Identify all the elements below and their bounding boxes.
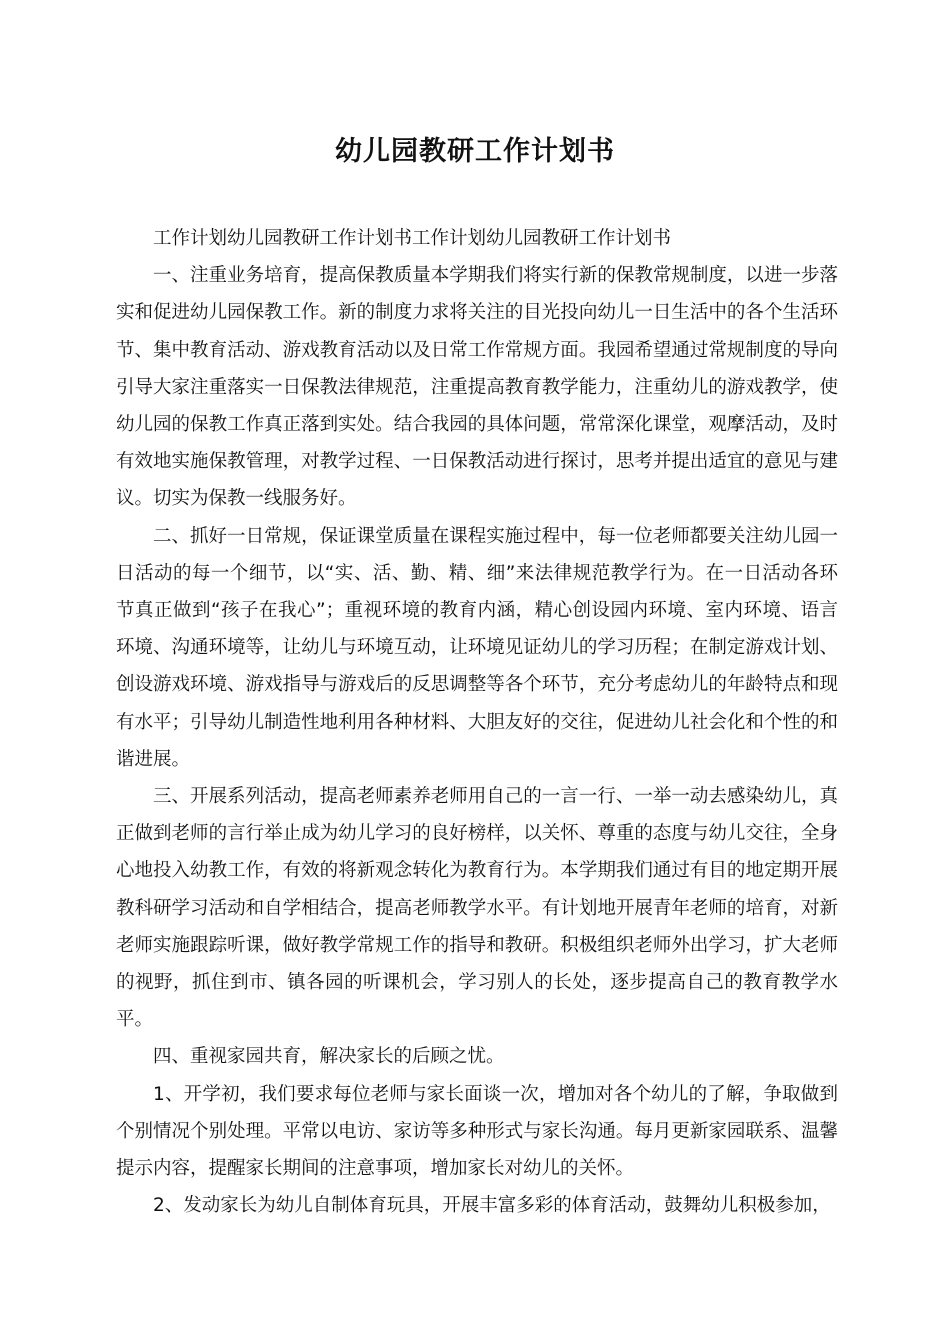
paragraph-section-3: 三、开展系列活动，提高老师素养老师用自己的一言一行、一举一动去感染幼儿，真正做到老师的言行举止成为幼儿学习的良好榜样，以关怀、尊重的态度与幼儿交往，全身心地投入幼教工作，有效的将新观念转化为教育行为。本学期我们通过有目的地定期开展教科研学习活动和自学相结合，提高老师教学水平。有计划地开展青年老师的培育，对新老师实施跟踪听课，做好教学常规工作的指导和教研。积极组织老师外出学习，扩大老师的视野，抓住到市、镇各园的听课机会，学习别人的长处，逐步提高自己的教育教学水平。 bbox=[116, 786, 838, 1031]
paragraph-item-1: 1、开学初，我们要求每位老师与家长面谈一次，增加对各个幼儿的了解，争取做到个别情况个别处理。平常以电访、家访等多种形式与家长沟通。每月更新家园联系、温馨提示内容，提醒家长期间的注意事项，增加家长对幼儿的关怀。 bbox=[116, 1083, 838, 1180]
paragraph-section-1: 一、注重业务培育，提高保教质量本学期我们将实行新的保教常规制度，以进一步落实和促进幼儿园保教工作。新的制度力求将关注的目光投向幼儿一日生活中的各个生活环节、集中教育活动、游戏教育活动以及日常工作常规方面。我园希望通过常规制度的导向引导大家注重落实一日保教法律规范，注重提高教育教学能力，注重幼儿的游戏教学，使幼儿园的保教工作真正落到实处。结合我园的具体问题，常常深化课堂，观摩活动，及时有效地实施保教管理，对教学过程、一日保教活动进行探讨，思考并提出适宜的意见与建议。切实为保教一线服务好。 bbox=[116, 265, 838, 510]
paragraph-section-4: 四、重视家园共育，解决家长的后顾之忧。 bbox=[153, 1046, 505, 1068]
paragraph-item-2: 2、发动家长为幼儿自制体育玩具，开展丰富多彩的体育活动，鼓舞幼儿积极参加， bbox=[153, 1195, 831, 1217]
document-title: 幼儿园教研工作计划书 bbox=[335, 136, 615, 167]
document-body bbox=[116, 220, 838, 1224]
paragraph-intro: 工作计划幼儿园教研工作计划书工作计划幼儿园教研工作计划书 bbox=[153, 228, 672, 249]
paragraph-section-2: 二、抓好一日常规，保证课堂质量在课程实施过程中，每一位老师都要关注幼儿园一日活动的每一个细节，以“实、活、勤、精、细”来法律规范教学行为。在一日活动各环节真正做到“孩子在我心”；重视环境的教育内涵，精心创设园内环境、室内环境、语言环境、沟通环境等，让幼儿与环境互动，让环境见证幼儿的学习历程；在制定游戏计划、创设游戏环境、游戏指导与游戏后的反思调整等各个环节，充分考虑幼儿的年龄特点和现有水平；引导幼儿制造性地利用各种材料、大胆友好的交往，促进幼儿社会化和个性的和谐进展。 bbox=[116, 525, 838, 770]
